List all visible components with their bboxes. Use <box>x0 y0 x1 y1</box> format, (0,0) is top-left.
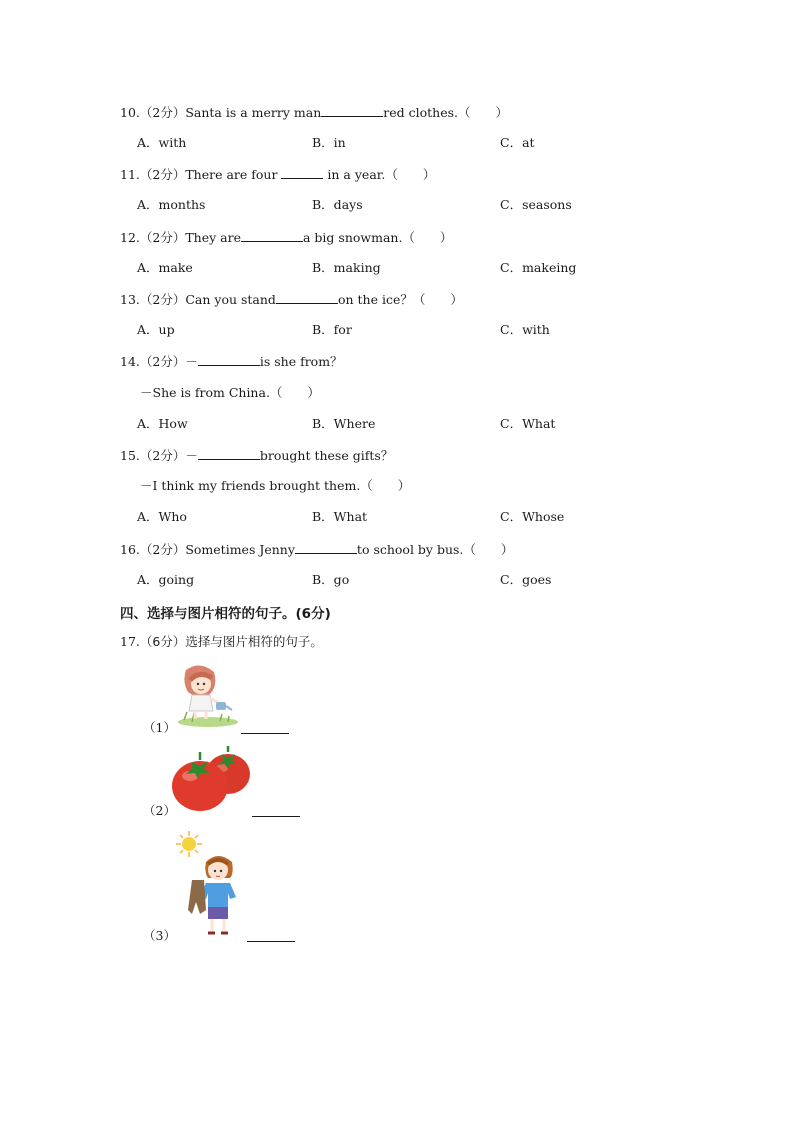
question-number: 17. <box>120 634 140 649</box>
question-score: （2分） <box>139 448 186 463</box>
answer-blank-2[interactable] <box>252 815 300 817</box>
option-c[interactable]: C．What <box>500 416 556 431</box>
question-text: － <box>185 448 198 463</box>
option-b[interactable]: B．making <box>312 260 381 275</box>
option-a[interactable]: A．months <box>137 197 206 212</box>
answer-blank[interactable] <box>241 229 303 242</box>
option-b[interactable]: B．in <box>312 135 346 150</box>
question-text: brought these gifts？ <box>259 448 394 463</box>
question-16 <box>120 541 513 558</box>
question-score: （2分） <box>139 354 186 369</box>
answer-blank[interactable] <box>198 447 260 460</box>
question-score: （2分） <box>139 105 186 120</box>
option-b[interactable]: B．for <box>312 322 352 337</box>
option-c[interactable]: C．at <box>500 135 535 150</box>
option-b[interactable]: B．What <box>312 509 368 524</box>
option-a[interactable]: A．Who <box>137 509 187 524</box>
question-text: They are <box>185 230 241 245</box>
question-text: Can you stand <box>185 292 276 307</box>
question-13 <box>120 291 463 308</box>
question-number: 10. <box>120 105 140 120</box>
question-text: － <box>185 354 198 369</box>
tomatoes-icon <box>170 746 254 812</box>
picture-label-3: （3） <box>143 928 176 943</box>
question-text: is she from？ <box>259 354 343 369</box>
question-17 <box>120 634 323 650</box>
option-a[interactable]: A．going <box>137 572 195 587</box>
boy-sun-coat-icon <box>172 828 248 940</box>
question-number: 16. <box>120 542 140 557</box>
question-text: 选择与图片相符的句子。 <box>185 634 323 649</box>
answer-blank[interactable] <box>198 353 260 366</box>
section-title: 四、选择与图片相符的句子。(6分) <box>120 606 331 622</box>
question-text: red clothes.（ ） <box>383 105 508 120</box>
option-b[interactable]: B．Where <box>312 416 376 431</box>
question-text: on the ice？（ ） <box>337 292 463 307</box>
question-score: （2分） <box>139 542 186 557</box>
option-a[interactable]: A．with <box>137 135 187 150</box>
option-a[interactable]: A．up <box>137 322 175 337</box>
option-b[interactable]: B．go <box>312 572 350 587</box>
picture-label-2: （2） <box>143 803 176 818</box>
question-text: There are four <box>185 167 282 182</box>
question-text: a big snowman.（ ） <box>303 230 453 245</box>
question-score: （2分） <box>139 230 186 245</box>
question-15 <box>120 447 393 464</box>
picture-label-1: （1） <box>143 720 176 735</box>
option-c[interactable]: C．Whose <box>500 509 565 524</box>
question-14-response: －She is from China.（ ） <box>140 385 320 400</box>
option-c[interactable]: C．goes <box>500 572 552 587</box>
option-c[interactable]: C．with <box>500 322 550 337</box>
question-number: 12. <box>120 230 140 245</box>
question-number: 14. <box>120 354 140 369</box>
answer-blank[interactable] <box>281 166 323 179</box>
option-c[interactable]: C．seasons <box>500 197 572 212</box>
question-11 <box>120 166 435 183</box>
option-a[interactable]: A．make <box>137 260 193 275</box>
question-score: （6分） <box>139 634 186 649</box>
question-15-response: －I think my friends brought them.（ ） <box>140 478 411 493</box>
question-number: 11. <box>120 167 140 182</box>
question-10 <box>120 104 508 121</box>
question-number: 15. <box>120 448 140 463</box>
option-b[interactable]: B．days <box>312 197 363 212</box>
question-text: Sometimes Jenny <box>185 542 295 557</box>
question-number: 13. <box>120 292 140 307</box>
question-12 <box>120 229 452 246</box>
option-a[interactable]: A．How <box>137 416 188 431</box>
answer-blank-1[interactable] <box>241 732 289 734</box>
question-text: in a year.（ ） <box>323 167 436 182</box>
option-c[interactable]: C．makeing <box>500 260 577 275</box>
answer-blank[interactable] <box>276 291 338 304</box>
question-text: Santa is a merry man <box>185 105 322 120</box>
question-score: （2分） <box>139 167 186 182</box>
answer-blank[interactable] <box>295 541 357 554</box>
question-14 <box>120 353 343 370</box>
answer-blank-3[interactable] <box>247 940 295 942</box>
girl-watering-icon <box>170 662 240 730</box>
answer-blank[interactable] <box>321 104 383 117</box>
question-score: （2分） <box>139 292 186 307</box>
question-text: to school by bus.（ ） <box>356 542 514 557</box>
